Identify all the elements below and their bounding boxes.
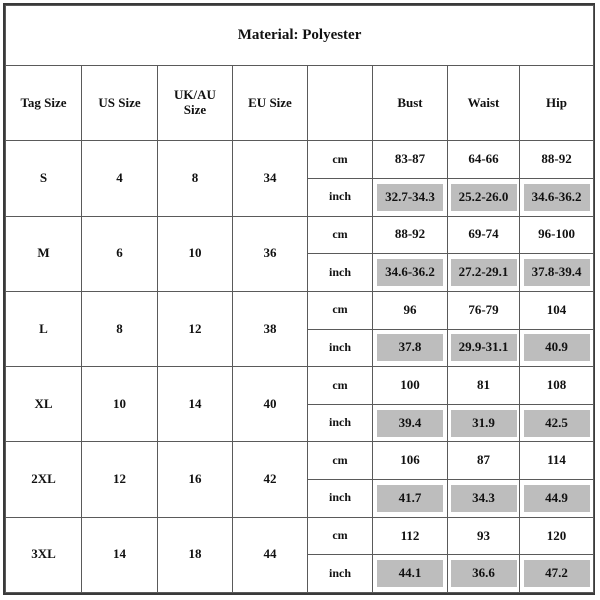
- hip-cm-cell: 96-100: [520, 216, 594, 254]
- ukau-size-cell: 8: [158, 141, 233, 216]
- unit-inch-cell: inch: [308, 404, 373, 442]
- header-us-size: US Size: [82, 66, 158, 141]
- hip-inch-cell: [520, 404, 594, 442]
- hip-inch-cell-value: 37.8-39.4: [524, 259, 590, 286]
- header-bust: Bust: [373, 66, 448, 141]
- waist-inch-cell-value: 34.3: [451, 485, 517, 512]
- bust-inch-cell: [373, 254, 448, 292]
- header-eu-size: EU Size: [233, 66, 308, 141]
- waist-inch-cell: [448, 555, 520, 593]
- header-waist: Waist: [448, 66, 520, 141]
- header-unit: [308, 66, 373, 141]
- waist-inch-cell-value: 31.9: [451, 410, 517, 437]
- waist-inch-cell: [448, 254, 520, 292]
- bust-inch-cell: [373, 329, 448, 367]
- tag-size-cell: M: [6, 216, 82, 291]
- waist-cm-cell: 64-66: [448, 141, 520, 179]
- bust-cm-cell: 83-87: [373, 141, 448, 179]
- hip-inch-cell-value: 40.9: [524, 334, 590, 361]
- ukau-size-cell: 14: [158, 367, 233, 442]
- hip-cm-cell: 114: [520, 442, 594, 480]
- us-size-cell: 12: [82, 442, 158, 517]
- hip-cm-cell: 104: [520, 291, 594, 329]
- eu-size-cell: 36: [233, 216, 308, 291]
- tag-size-cell: XL: [6, 367, 82, 442]
- us-size-cell: 10: [82, 367, 158, 442]
- hip-inch-cell: [520, 480, 594, 518]
- waist-cm-cell: 81: [448, 367, 520, 405]
- hip-cm-cell: 108: [520, 367, 594, 405]
- waist-inch-cell-value: 29.9-31.1: [451, 334, 517, 361]
- waist-cm-cell: 69-74: [448, 216, 520, 254]
- table-row: [6, 291, 594, 329]
- table-row: [6, 517, 594, 555]
- unit-inch-cell: inch: [308, 329, 373, 367]
- hip-cm-cell: 120: [520, 517, 594, 555]
- waist-cm-cell: 87: [448, 442, 520, 480]
- header-hip: Hip: [520, 66, 594, 141]
- header-row: [6, 66, 594, 141]
- waist-inch-cell: [448, 178, 520, 216]
- waist-inch-cell: [448, 329, 520, 367]
- unit-cm-cell: cm: [308, 367, 373, 405]
- unit-cm-cell: cm: [308, 517, 373, 555]
- eu-size-cell: 42: [233, 442, 308, 517]
- bust-inch-cell-value: 37.8: [377, 334, 443, 361]
- hip-inch-cell: [520, 555, 594, 593]
- hip-inch-cell-value: 44.9: [524, 485, 590, 512]
- unit-inch-cell: inch: [308, 178, 373, 216]
- unit-cm-cell: cm: [308, 442, 373, 480]
- ukau-size-cell: 10: [158, 216, 233, 291]
- ukau-size-cell: 16: [158, 442, 233, 517]
- eu-size-cell: 40: [233, 367, 308, 442]
- table-row: [6, 141, 594, 179]
- hip-cm-cell: 88-92: [520, 141, 594, 179]
- hip-inch-cell-value: 42.5: [524, 410, 590, 437]
- hip-inch-cell: [520, 329, 594, 367]
- us-size-cell: 4: [82, 141, 158, 216]
- unit-cm-cell: cm: [308, 216, 373, 254]
- bust-cm-cell: 112: [373, 517, 448, 555]
- waist-inch-cell: [448, 404, 520, 442]
- table-row: [6, 442, 594, 480]
- tag-size-cell: 2XL: [6, 442, 82, 517]
- table-row: [6, 216, 594, 254]
- bust-inch-cell: [373, 404, 448, 442]
- ukau-size-cell: 12: [158, 291, 233, 366]
- bust-cm-cell: 106: [373, 442, 448, 480]
- bust-inch-cell: [373, 555, 448, 593]
- waist-inch-cell-value: 27.2-29.1: [451, 259, 517, 286]
- bust-cm-cell: 88-92: [373, 216, 448, 254]
- bust-inch-cell-value: 34.6-36.2: [377, 259, 443, 286]
- bust-cm-cell: 100: [373, 367, 448, 405]
- table-title: Material: Polyester: [6, 6, 594, 66]
- title-row: [6, 6, 594, 66]
- waist-cm-cell: 93: [448, 517, 520, 555]
- bust-inch-cell-value: 32.7-34.3: [377, 184, 443, 211]
- size-chart: [3, 3, 595, 595]
- header-tag-size: Tag Size: [6, 66, 82, 141]
- waist-inch-cell-value: 25.2-26.0: [451, 184, 517, 211]
- ukau-size-cell: 18: [158, 517, 233, 592]
- unit-inch-cell: inch: [308, 254, 373, 292]
- tag-size-cell: L: [6, 291, 82, 366]
- unit-inch-cell: inch: [308, 555, 373, 593]
- size-table: [5, 5, 594, 593]
- unit-cm-cell: cm: [308, 291, 373, 329]
- table-row: [6, 367, 594, 405]
- bust-inch-cell: [373, 480, 448, 518]
- bust-inch-cell-value: 41.7: [377, 485, 443, 512]
- bust-inch-cell-value: 44.1: [377, 560, 443, 587]
- us-size-cell: 8: [82, 291, 158, 366]
- eu-size-cell: 44: [233, 517, 308, 592]
- eu-size-cell: 38: [233, 291, 308, 366]
- eu-size-cell: 34: [233, 141, 308, 216]
- hip-inch-cell: [520, 178, 594, 216]
- unit-cm-cell: cm: [308, 141, 373, 179]
- unit-inch-cell: inch: [308, 480, 373, 518]
- hip-inch-cell-value: 47.2: [524, 560, 590, 587]
- waist-inch-cell-value: 36.6: [451, 560, 517, 587]
- header-ukau-line1: UK/AU: [174, 87, 216, 103]
- header-ukau-line2: Size: [183, 102, 207, 118]
- tag-size-cell: 3XL: [6, 517, 82, 592]
- header-ukau-size: [158, 66, 233, 141]
- hip-inch-cell-value: 34.6-36.2: [524, 184, 590, 211]
- bust-cm-cell: 96: [373, 291, 448, 329]
- us-size-cell: 6: [82, 216, 158, 291]
- us-size-cell: 14: [82, 517, 158, 592]
- hip-inch-cell: [520, 254, 594, 292]
- waist-inch-cell: [448, 480, 520, 518]
- tag-size-cell: S: [6, 141, 82, 216]
- bust-inch-cell-value: 39.4: [377, 410, 443, 437]
- waist-cm-cell: 76-79: [448, 291, 520, 329]
- bust-inch-cell: [373, 178, 448, 216]
